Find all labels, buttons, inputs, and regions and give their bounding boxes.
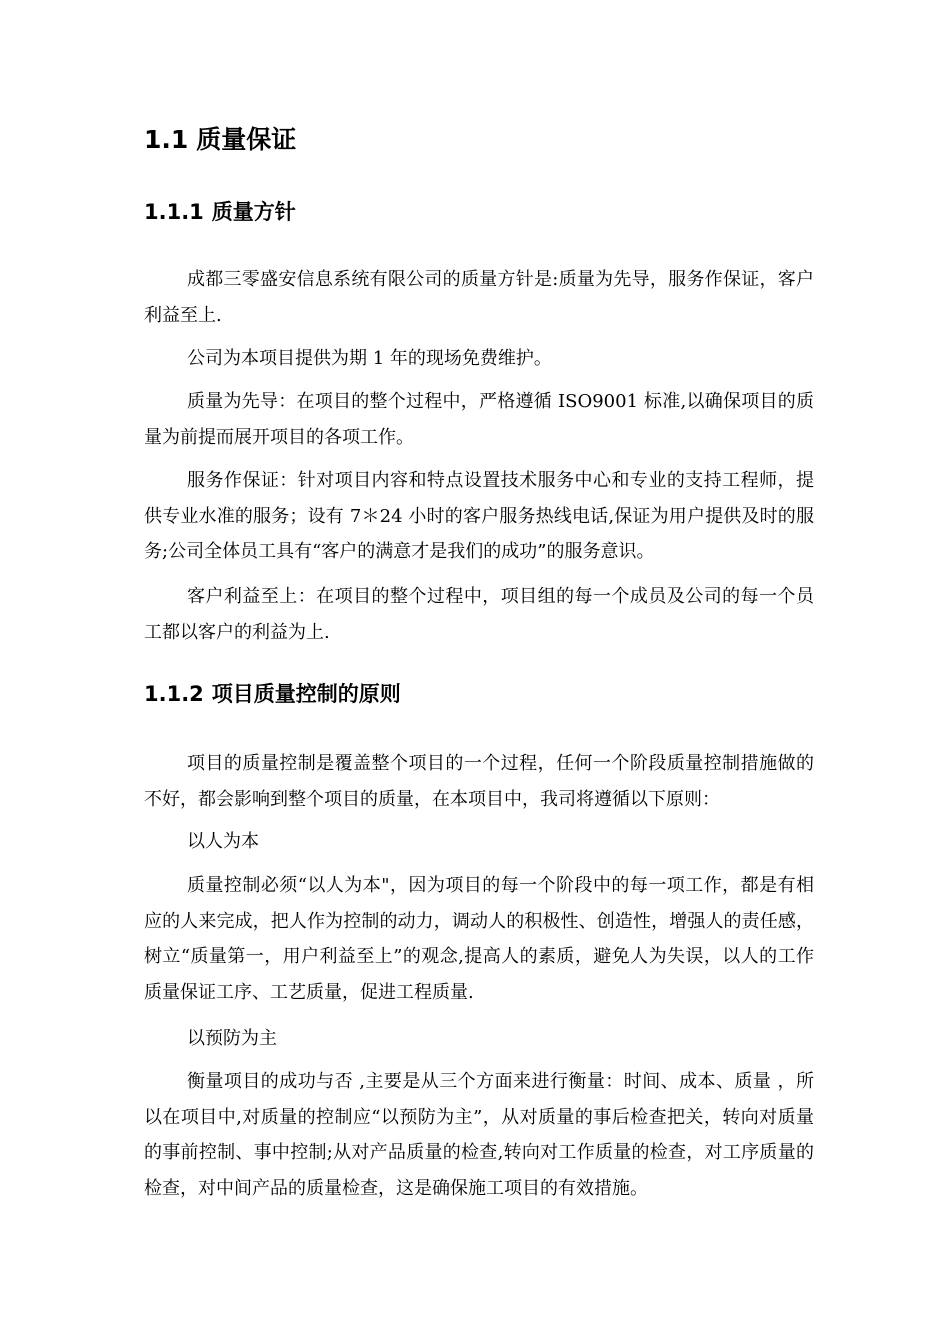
principle-heading-prevention: 以预防为主 (187, 1028, 277, 1049)
section-number: 1.1.1 (144, 200, 204, 224)
principle-heading-people: 以人为本 (187, 831, 259, 852)
paragraph-people-first: 质量控制必须“以人为本"，因为项目的每一个阶段中的每一项工作，都是有相应的人来完成，把人作为控制的动力，调动人的积极性、创造性，增强人的责任感，树立“质量第一，用户利益至上”的观念,提高人的素质，避免人为失误，以人的工作质量保证工序、工艺质量，促进工程质量. (144, 875, 814, 1003)
section-number: 1.1.2 (144, 682, 204, 706)
paragraph-quality-first: 质量为先导：在项目的整个过程中，严格遵循 ISO9001 标准,以确保项目的质量为前提而展开项目的各项工作。 (144, 391, 814, 448)
section-title: 质量保证 (196, 125, 297, 154)
section-number: 1.1 (144, 125, 189, 154)
section-title: 质量方针 (211, 200, 296, 224)
section-heading-1-1-1 (144, 194, 296, 230)
section-heading-1-1 (144, 120, 296, 160)
section-heading-1-1-2 (144, 676, 401, 712)
paragraph-quality-policy: 成都三零盛安信息系统有限公司的质量方针是:质量为先导，服务作保证，客户利益至上. (144, 269, 814, 326)
section-title: 项目质量控制的原则 (211, 682, 401, 706)
paragraph-service-guarantee: 服务作保证：针对项目内容和特点设置技术服务中心和专业的支持工程师，提供专业水准的服务；设有 7＊24 小时的客户服务热线电话,保证为用户提供及时的服务;公司全体员工具有“客户的满意才是我们的成功”的服务意识。 (144, 470, 814, 562)
paragraph-control-intro: 项目的质量控制是覆盖整个项目的一个过程，任何一个阶段质量控制措施做的不好，都会影响到整个项目的质量，在本项目中，我司将遵循以下原则： (144, 753, 814, 810)
paragraph-maintenance: 公司为本项目提供为期 1 年的现场免费维护。 (187, 348, 552, 369)
paragraph-customer-first: 客户利益至上：在项目的整个过程中，项目组的每一个成员及公司的每一个员工都以客户的利益为上. (144, 586, 814, 643)
paragraph-prevention-first: 衡量项目的成功与否 ,主要是从三个方面来进行衡量：时间、成本、质量 ，所以在项目中,对质量的控制应“以预防为主”，从对质量的事后检查把关，转向对质量的事前控制、事中控制;从对产品质量的检查,转向对工作质量的检查，对工序质量的检查，对中间产品的质量检查，这是确保施工项目的有效措施。 (144, 1071, 814, 1199)
